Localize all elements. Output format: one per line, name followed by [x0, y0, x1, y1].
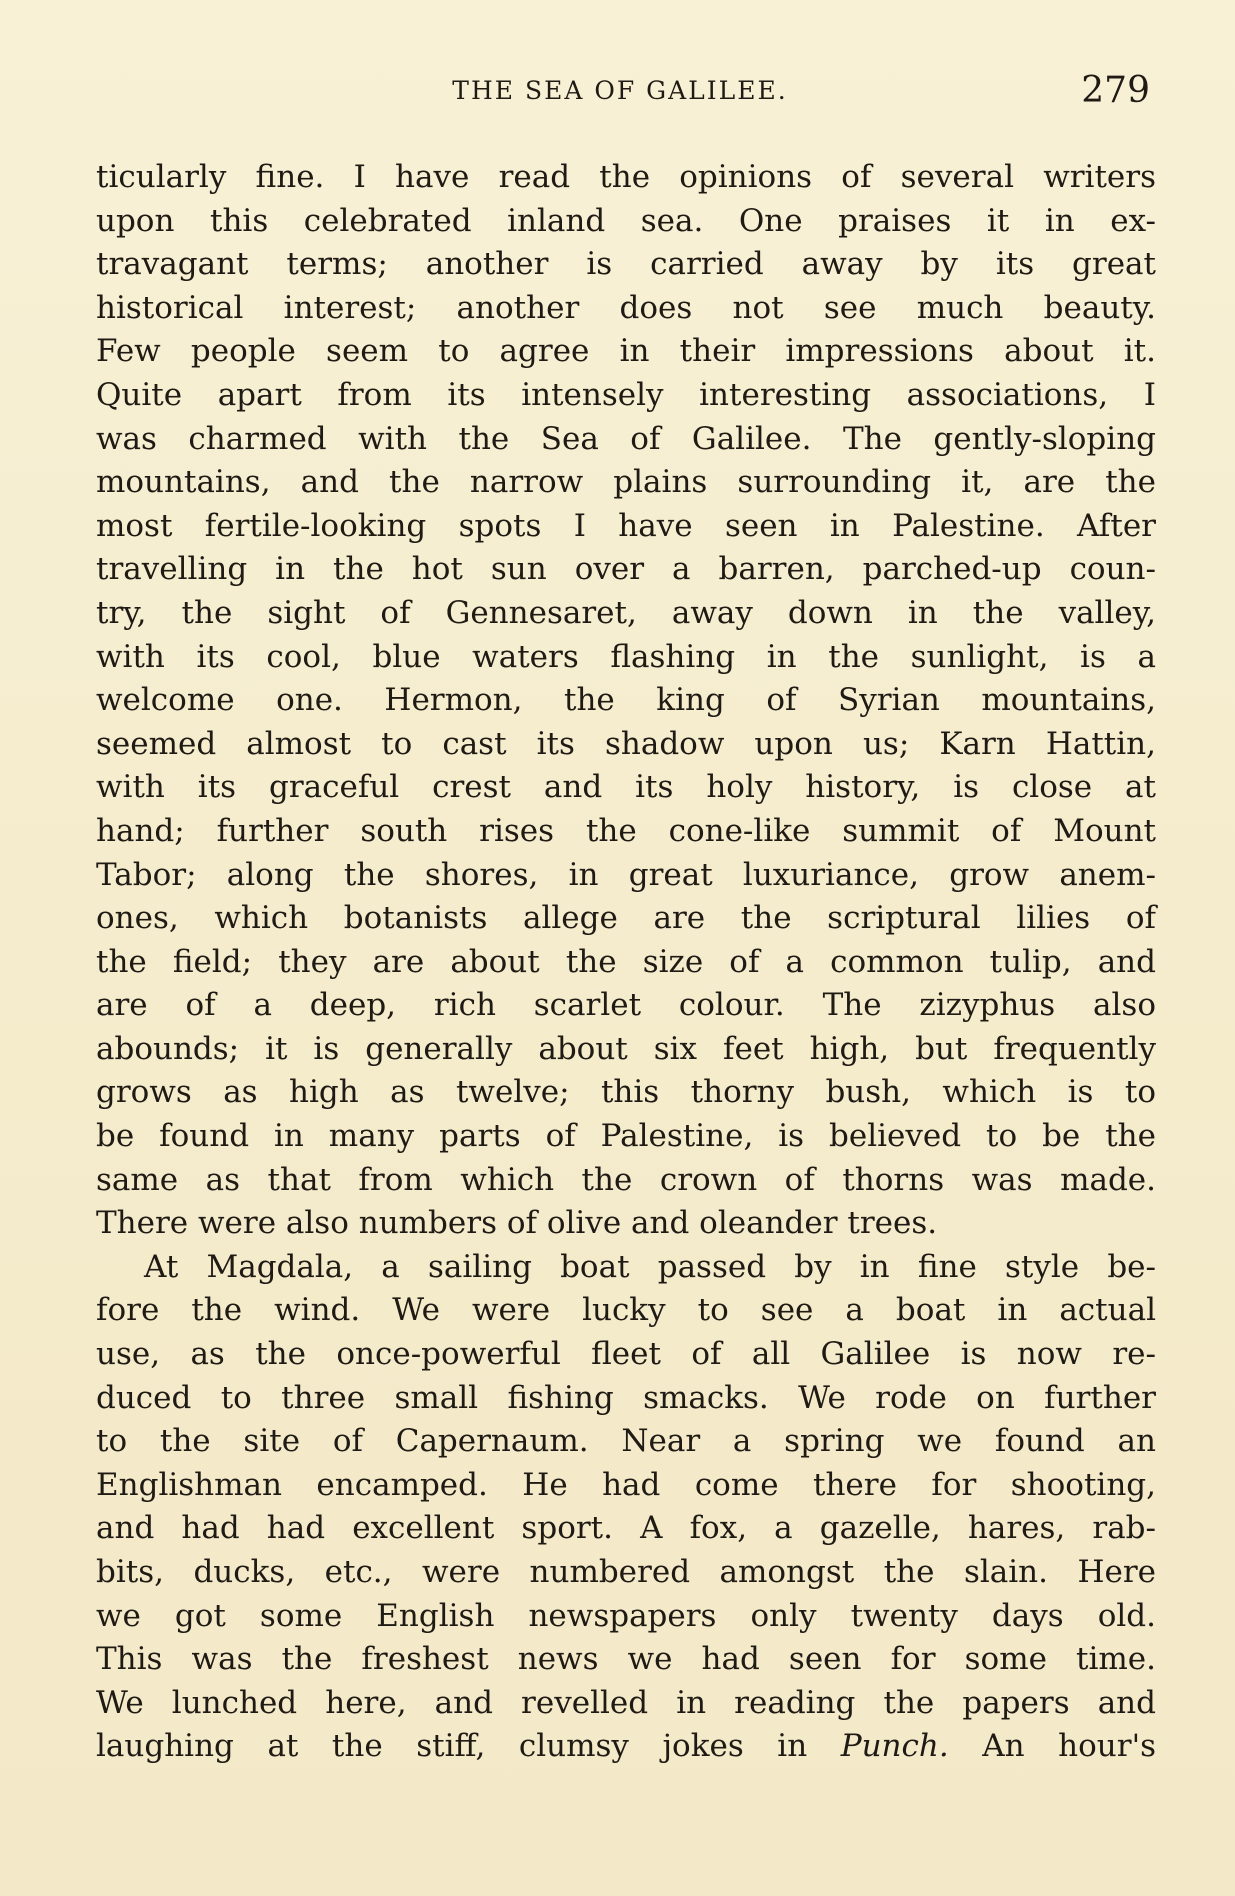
text-line: was charmed with the Sea of Galilee. The gently-sloping: [96, 420, 1156, 457]
text-line: we got some English newspapers only twenty days old.: [96, 1597, 1156, 1634]
text-line: This was the freshest news we had seen for some time.: [96, 1641, 1156, 1678]
page-number: 279: [1081, 70, 1150, 111]
text-line: to the site of Capernaum. Near a spring we found an: [96, 1423, 1156, 1460]
text-line: We lunched here, and revelled in reading the papers and: [96, 1684, 1156, 1721]
running-head: [90, 70, 1150, 118]
text-line: try, the sight of Gennesaret, away down in the valley,: [96, 594, 1156, 631]
text-line: with its cool, blue waters flashing in the sunlight, is a: [96, 638, 1156, 675]
final-line-start: laughing at the stiff, clumsy jokes in: [96, 1728, 841, 1765]
italic-title-punch: Punch.: [840, 1728, 949, 1765]
running-title: THE SEA OF GALILEE.: [452, 76, 788, 105]
text-line: Quite apart from its intensely interesting associations, I: [96, 376, 1156, 413]
text-line: travagant terms; another is carried away by its great: [96, 246, 1156, 283]
text-line: Few people seem to agree in their impressions about it.: [96, 333, 1156, 370]
text-line: welcome one. Hermon, the king of Syrian mountains,: [96, 682, 1156, 719]
final-line-end: An hour's: [948, 1728, 1157, 1765]
text-line: duced to three small fishing smacks. We rode on further: [96, 1379, 1156, 1416]
text-line: upon this celebrated inland sea. One praises it in ex-: [96, 202, 1156, 239]
text-line: historical interest; another does not see much beauty.: [96, 289, 1156, 326]
text-line: travelling in the hot sun over a barren, parched-up coun-: [96, 551, 1156, 588]
text-line: hand; further south rises the cone-like summit of Mount: [96, 812, 1156, 849]
text-line: grows as high as twelve; this thorny bush, which is to: [96, 1074, 1156, 1111]
text-line: with its graceful crest and its holy history, is close at: [96, 769, 1156, 806]
text-line: Tabor; along the shores, in great luxuriance, grow anem-: [96, 856, 1156, 893]
text-line: and had had excellent sport. A fox, a gazelle, hares, rab-: [96, 1510, 1156, 1547]
text-line: be found in many parts of Palestine, is believed to be the: [96, 1118, 1156, 1155]
text-line: are of a deep, rich scarlet colour. The zizyphus also: [96, 987, 1156, 1024]
text-line: abounds; it is generally about six feet high, but frequently: [96, 1030, 1156, 1067]
text-line: use, as the once-powerful fleet of all Galilee is now re-: [96, 1336, 1156, 1373]
text-line: most fertile-looking spots I have seen in Palestine. After: [96, 507, 1156, 544]
text-line: fore the wind. We were lucky to see a boat in actual: [96, 1292, 1156, 1329]
final-text-line: [96, 1725, 1156, 1769]
text-line: bits, ducks, etc., were numbered amongst the slain. Here: [96, 1554, 1156, 1590]
text-line: same as that from which the crown of thorns was made.: [96, 1161, 1156, 1198]
paragraph-end-line: There were also numbers of olive and oleander trees.: [96, 1205, 938, 1242]
text-line: seemed almost to cast its shadow upon us; Karn Hattin,: [96, 725, 1156, 762]
text-line: Englishman encamped. He had come there for shooting,: [96, 1466, 1156, 1503]
body-text: [96, 156, 1156, 1769]
text-line: ones, which botanists allege are the scriptural lilies of: [96, 900, 1156, 937]
paragraph-start-line: At Magdala, a sailing boat passed by in fine style be-: [144, 1248, 1156, 1285]
text-line: ticularly fine. I have read the opinions of several writers: [96, 159, 1156, 195]
text-line: the field; they are about the size of a common tulip, and: [96, 943, 1156, 980]
text-line: mountains, and the narrow plains surrounding it, are the: [96, 464, 1156, 501]
